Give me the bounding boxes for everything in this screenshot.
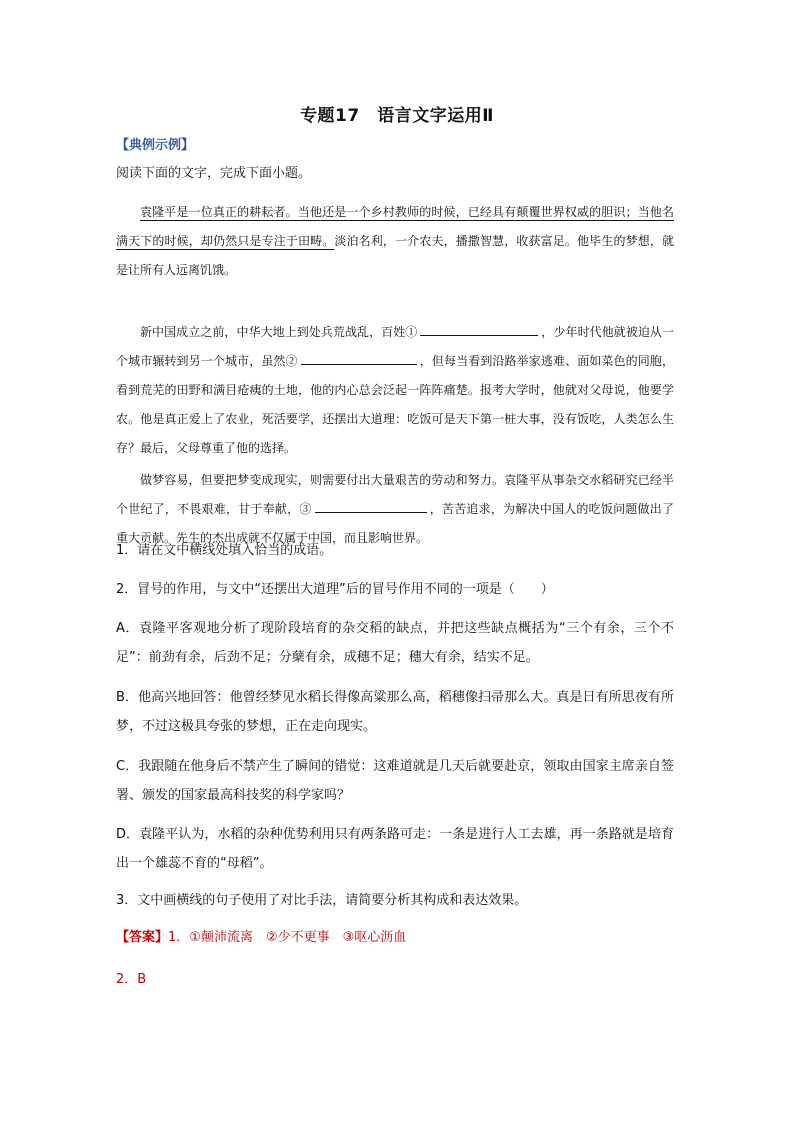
paragraph-text: 淡泊名利，一介农夫，播撒智慧，收获富足。他毕生的梦想，就是让所有人远离饥饿。 <box>116 234 674 277</box>
fill-blank-2 <box>301 352 417 365</box>
question-2: 2．冒号的作用，与文中“还摆出大道理”后的冒号作用不同的一项是（ ） <box>116 582 554 597</box>
paragraph-text: 新中国成立之前，中华大地上到处兵荒战乱，百姓① <box>140 325 418 339</box>
option-d: D．袁隆平认为，水稻的杂种优势利用只有两条路可走：一条是进行人工去雄，再一条路就是培育出一个雄蕊不育的“母稻”。 <box>116 827 674 871</box>
answer-line-1 <box>116 926 406 945</box>
fill-blank-3 <box>315 500 427 513</box>
option-b: B．他高兴地回答：他曾经梦见水稻长得像高粱那么高，稻穗像扫帚那么大。真是日有所思夜有所梦，不过这极具夸张的梦想，正在走向现实。 <box>116 690 674 734</box>
paragraph-text: 做梦容易，但要把梦变成现实，则需要付出大量艰苦的劳动和努力。袁隆平从事杂交水稻研究已经半个世纪了，不畏艰难，甘于奉献，③ <box>116 473 674 516</box>
paragraph-text: ，苦苦追求，为解决中国人的吃饭问题做出了重大贡献。先生的杰出成就不仅属于中国，而且影响世界。 <box>116 502 674 545</box>
page-title: 专题17 语言文字运用Ⅱ <box>300 106 494 126</box>
option-a: A．袁隆平客观地分析了现阶段培育的杂交稻的缺点，并把这些缺点概括为“三个有余，三个不足”：前劲有余，后劲不足；分蘖有余，成穗不足；穗大有余，结实不足。 <box>116 621 674 665</box>
underlined-sentence: 袁隆平是一位真正的耕耘者。当他还是一个乡村教师的时候，已经具有颠覆世界权威的胆识；当他名满天下的时候，却仍然只是专注于田畴。 <box>116 205 674 248</box>
option-c: C．我跟随在他身后不禁产生了瞬间的错觉：这难道就是几天后就要赴京，领取由国家主席亲自签署、颁发的国家最高科技奖的科学家吗？ <box>116 759 674 803</box>
fill-blank-1 <box>420 323 538 336</box>
section-tag: 【典例示例】 <box>116 138 195 153</box>
passage-paragraph-2 <box>116 318 674 463</box>
answer-tag: 【答案】 <box>116 930 169 945</box>
answer-line-2: 2．B <box>116 972 147 987</box>
question-3: 3．文中画横线的句子使用了对比手法，请简要分析其构成和表达效果。 <box>116 893 528 908</box>
paragraph-text: ，但每当看到沿路举家逃难、面如菜色的同胞，看到荒芜的田野和满目疮痍的土地，他的内心总会泛起一阵阵痛楚。报考大学时，他就对父母说，他要学农。他是真正爱上了农业，死活要学，还摆出大道理：吃饭可是天下第一桩大事，没有饭吃，人类怎么生存？最后，父母尊重了他的选择。 <box>116 354 674 455</box>
answer-text: 1．①颠沛流离 ②少不更事 ③呕心沥血 <box>168 930 407 945</box>
paragraph-text: ，少年时代他就被迫从一个城市辗转到另一个城市，虽然② <box>116 325 674 368</box>
passage-paragraph-1 <box>116 198 674 285</box>
instruction: 阅读下面的文字，完成下面小题。 <box>116 166 312 181</box>
question-1: 1．请在文中横线处填入恰当的成语。 <box>116 543 333 558</box>
